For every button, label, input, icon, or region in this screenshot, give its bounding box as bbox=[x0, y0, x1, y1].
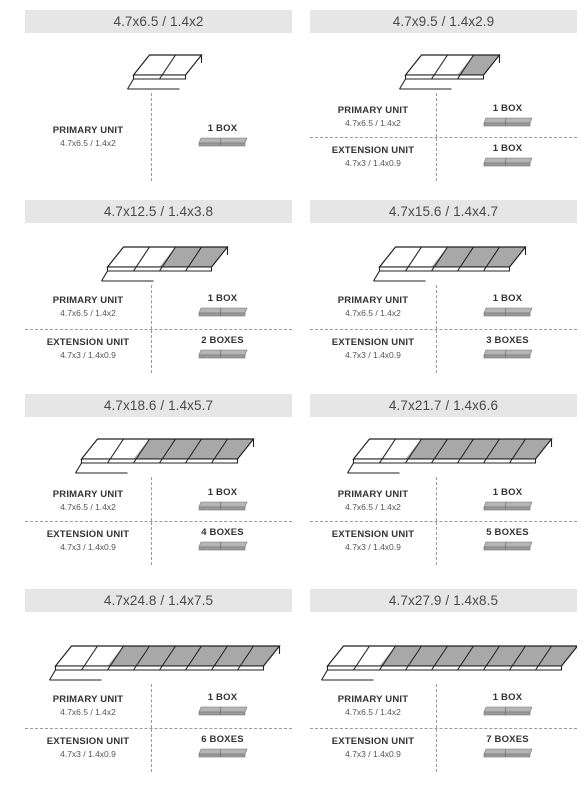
card-title: 4.7x18.6 / 1.4x5.7 bbox=[25, 394, 292, 417]
config-card bbox=[25, 10, 292, 181]
box-count: 4 BOXES bbox=[201, 527, 244, 538]
post bbox=[322, 670, 328, 680]
unit-label: EXTENSION UNIT bbox=[331, 736, 415, 747]
box-count: 3 BOXES bbox=[486, 335, 529, 346]
unit-label: PRIMARY UNIT bbox=[337, 295, 409, 306]
box-icon bbox=[482, 117, 534, 127]
primary-row bbox=[310, 477, 577, 521]
post bbox=[50, 670, 56, 680]
front-beam bbox=[406, 75, 484, 79]
box-icon bbox=[197, 706, 249, 716]
box-count: 7 BOXES bbox=[486, 734, 529, 745]
box-icon bbox=[197, 307, 249, 317]
box-icon bbox=[197, 748, 249, 758]
unit-label: EXTENSION UNIT bbox=[46, 337, 130, 348]
extension-row bbox=[25, 728, 292, 772]
card-title: 4.7x27.9 / 1.4x8.5 bbox=[310, 589, 577, 612]
box-icon bbox=[482, 349, 534, 359]
unit-label: PRIMARY UNIT bbox=[337, 105, 409, 116]
card-title: 4.7x21.7 / 1.4x6.6 bbox=[310, 394, 577, 417]
unit-dimensions: 4.7x6.5 / 1.4x2 bbox=[345, 707, 401, 717]
roof-outline bbox=[134, 55, 202, 75]
primary-row bbox=[310, 93, 577, 137]
box-count: 1 BOX bbox=[492, 487, 523, 498]
unit-dimensions: 4.7x6.5 / 1.4x2 bbox=[345, 118, 401, 128]
primary-row bbox=[310, 684, 577, 728]
post bbox=[102, 271, 108, 281]
unit-dimensions: 4.7x3 / 1.4x0.9 bbox=[345, 158, 401, 168]
box-icon bbox=[482, 157, 534, 167]
unit-dimensions: 4.7x3 / 1.4x0.9 bbox=[345, 350, 401, 360]
extension-row bbox=[310, 329, 577, 373]
unit-dimensions: 4.7x6.5 / 1.4x2 bbox=[345, 502, 401, 512]
unit-label: EXTENSION UNIT bbox=[46, 529, 130, 540]
box-icon bbox=[482, 541, 534, 551]
box-count: 6 BOXES bbox=[201, 734, 244, 745]
pergola-icon bbox=[25, 417, 292, 477]
card-title: 4.7x12.5 / 1.4x3.8 bbox=[25, 200, 292, 223]
pergola-icon bbox=[310, 33, 577, 93]
primary-row bbox=[25, 93, 292, 181]
post bbox=[348, 463, 354, 473]
unit-dimensions: 4.7x6.5 / 1.4x2 bbox=[60, 502, 116, 512]
box-count: 5 BOXES bbox=[486, 527, 529, 538]
box-icon bbox=[482, 706, 534, 716]
unit-dimensions: 4.7x6.5 / 1.4x2 bbox=[345, 308, 401, 318]
extension-row bbox=[25, 521, 292, 565]
pergola-icon bbox=[25, 612, 292, 684]
unit-label: PRIMARY UNIT bbox=[337, 489, 409, 500]
extension-row bbox=[25, 329, 292, 373]
box-count: 1 BOX bbox=[207, 487, 238, 498]
box-count: 1 BOX bbox=[492, 103, 523, 114]
box-count: 1 BOX bbox=[492, 692, 523, 703]
primary-row bbox=[25, 285, 292, 329]
unit-dimensions: 4.7x3 / 1.4x0.9 bbox=[60, 542, 116, 552]
pergola-icon bbox=[310, 417, 577, 477]
config-card bbox=[25, 589, 292, 772]
unit-label: EXTENSION UNIT bbox=[331, 145, 415, 156]
primary-row bbox=[25, 684, 292, 728]
unit-dimensions: 4.7x3 / 1.4x0.9 bbox=[60, 749, 116, 759]
front-beam bbox=[328, 666, 562, 670]
box-count: 1 BOX bbox=[207, 692, 238, 703]
box-icon bbox=[482, 501, 534, 511]
unit-dimensions: 4.7x6.5 / 1.4x2 bbox=[60, 138, 116, 148]
config-card bbox=[310, 589, 577, 772]
post bbox=[128, 79, 134, 89]
unit-label: PRIMARY UNIT bbox=[337, 694, 409, 705]
unit-dimensions: 4.7x3 / 1.4x0.9 bbox=[345, 542, 401, 552]
config-card bbox=[25, 394, 292, 565]
box-count: 2 BOXES bbox=[201, 335, 244, 346]
box-icon bbox=[197, 349, 249, 359]
box-icon bbox=[197, 501, 249, 511]
card-title: 4.7x24.8 / 1.4x7.5 bbox=[25, 589, 292, 612]
card-title: 4.7x15.6 / 1.4x4.7 bbox=[310, 200, 577, 223]
card-title: 4.7x9.5 / 1.4x2.9 bbox=[310, 10, 577, 33]
card-title: 4.7x6.5 / 1.4x2 bbox=[25, 10, 292, 33]
box-count: 1 BOX bbox=[207, 123, 238, 134]
box-count: 1 BOX bbox=[492, 143, 523, 154]
config-card bbox=[310, 200, 577, 373]
unit-dimensions: 4.7x6.5 / 1.4x2 bbox=[60, 308, 116, 318]
extension-row bbox=[310, 728, 577, 772]
box-icon bbox=[197, 137, 249, 147]
box-icon bbox=[197, 541, 249, 551]
unit-label: EXTENSION UNIT bbox=[331, 337, 415, 348]
front-beam bbox=[380, 267, 510, 271]
pergola-icon bbox=[25, 223, 292, 285]
unit-dimensions: 4.7x3 / 1.4x0.9 bbox=[60, 350, 116, 360]
box-count: 1 BOX bbox=[207, 293, 238, 304]
box-count: 1 BOX bbox=[492, 293, 523, 304]
unit-label: PRIMARY UNIT bbox=[52, 694, 124, 705]
config-card bbox=[310, 394, 577, 565]
primary-row bbox=[310, 285, 577, 329]
config-card bbox=[310, 10, 577, 181]
unit-label: PRIMARY UNIT bbox=[52, 125, 124, 136]
post bbox=[374, 271, 380, 281]
extension-panel bbox=[458, 55, 500, 75]
unit-dimensions: 4.7x3 / 1.4x0.9 bbox=[345, 749, 401, 759]
post bbox=[76, 463, 82, 473]
unit-label: PRIMARY UNIT bbox=[52, 489, 124, 500]
unit-label: EXTENSION UNIT bbox=[331, 529, 415, 540]
box-icon bbox=[482, 307, 534, 317]
extension-row bbox=[310, 137, 577, 181]
unit-label: PRIMARY UNIT bbox=[52, 295, 124, 306]
box-icon bbox=[482, 748, 534, 758]
pergola-icon bbox=[310, 223, 577, 285]
unit-label: EXTENSION UNIT bbox=[46, 736, 130, 747]
extension-row bbox=[310, 521, 577, 565]
pergola-icon bbox=[25, 33, 292, 93]
post bbox=[400, 79, 406, 89]
config-card bbox=[25, 200, 292, 373]
primary-row bbox=[25, 477, 292, 521]
unit-dimensions: 4.7x6.5 / 1.4x2 bbox=[60, 707, 116, 717]
pergola-icon bbox=[310, 612, 577, 684]
